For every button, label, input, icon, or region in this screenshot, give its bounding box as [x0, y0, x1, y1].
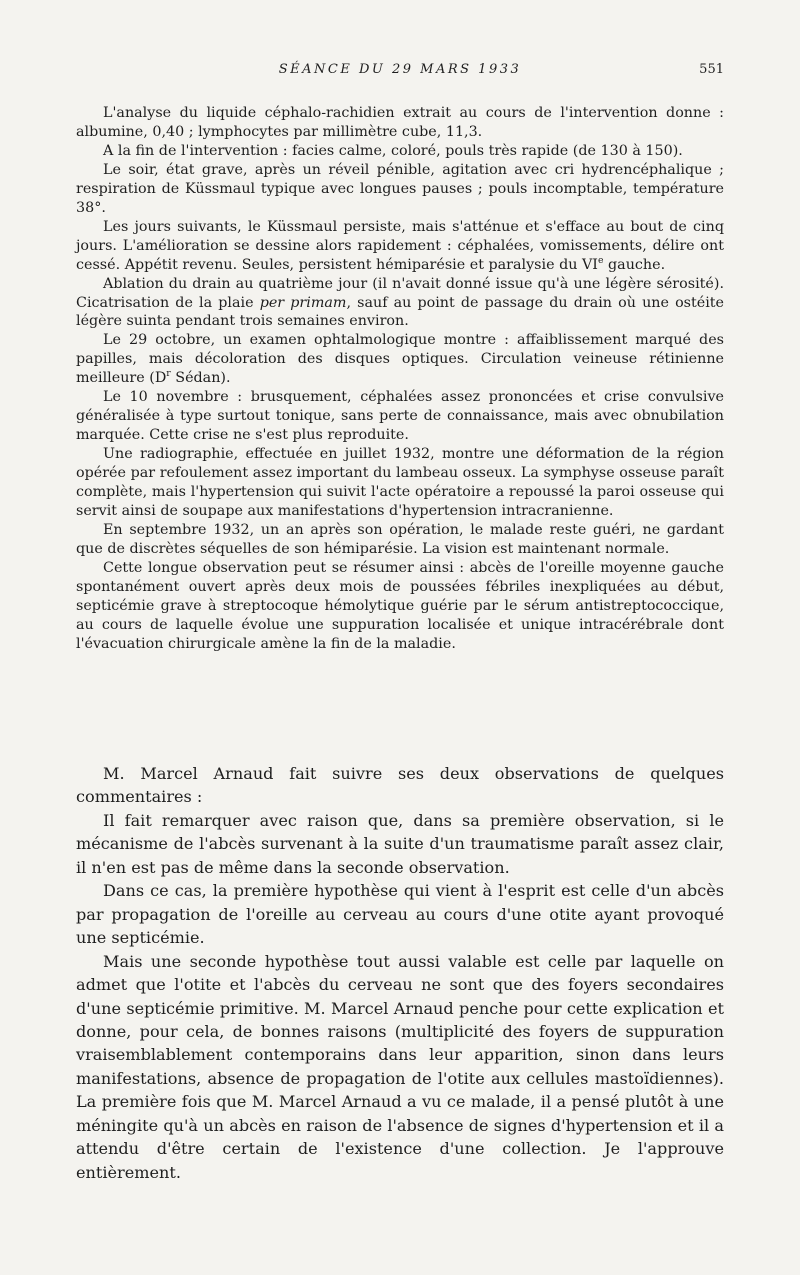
text-run: Le 29 octobre, un examen ophtalmologique montre : affaiblissement marqué des papilles, mais décoloration des disques optiques. Circulation veineuse rétinienne meilleure (D [76, 332, 724, 387]
paragraph: A la fin de l'intervention : facies calme, coloré, pouls très rapide (de 130 à 150). [103, 142, 683, 159]
italic-latin: per primam [259, 294, 347, 311]
paragraph [76, 218, 724, 275]
paragraph [76, 275, 724, 332]
paragraph: Le soir, état grave, après un réveil pénible, agitation avec cri hydrencéphalique ; respiration de Küssmaul typique avec longues pauses ; pouls incomptable, température 38°. [76, 161, 724, 216]
superscript: r [166, 368, 171, 380]
text-run: gauche. [603, 256, 666, 273]
text-run: Sédan). [170, 370, 231, 387]
text-run: , sauf au point de passage du drain où une ostéite légère suinta pendant trois semaines environ. [76, 294, 724, 330]
paragraph: Cette longue observation peut se résumer ainsi : abcès de l'oreille moyenne gauche spontanément ouvert après deux mois de poussées fébriles inexpliquées au début, septicémie grave à streptocoque hémolytique guérie par le sérum antistreptococcique, au cours de laquelle évolue une suppuration localisée et unique intracérébrale dont l'évacuation chirurgicale amène la fin de la maladie. [76, 559, 724, 652]
running-header [76, 62, 724, 82]
paragraph: L'analyse du liquide céphalo-rachidien extrait au cours de l'intervention donne : albumine, 0,40 ; lymphocytes par millimètre cube, 11,3. [76, 105, 724, 140]
page-number: 551 [699, 62, 724, 77]
paragraph: Il fait remarquer avec raison que, dans sa première observation, si le mécanisme de l'abcès survenant à la suite d'un traumatisme paraît assez clair, il n'en est pas de même dans la seconde observation. [76, 810, 724, 877]
commentary-text [76, 762, 724, 1184]
paragraph: Le 10 novembre : brusquement, céphalées assez prononcées et crise convulsive généralisée à type surtout tonique, sans perte de connaissance, mais avec obnubilation marquée. Cette crise ne s'est plus reproduite. [76, 389, 724, 444]
running-title: SÉANCE DU 29 MARS 1933 [278, 62, 522, 77]
paragraph: M. Marcel Arnaud fait suivre ses deux observations de quelques commentaires : [76, 764, 724, 807]
superscript: e [597, 254, 604, 266]
text-run: Les jours suivants, le Küssmaul persiste, mais s'atténue et s'efface au bout de cinq jours. L'amélioration se dessine alors rapidement : céphalées, vomissements, délire ont cessé. Appétit revenu. Seules, persistent hémiparésie et paralysie du VI [76, 218, 724, 273]
paragraph: En septembre 1932, un an après son opération, le malade reste guéri, ne gardant que de discrètes séquelles de son hémiparésie. La vision est maintenant normale. [76, 521, 724, 557]
paragraph: Mais une seconde hypothèse tout aussi valable est celle par laquelle on admet que l'otite et l'abcès du cerveau ne sont que des foyers secondaires d'une septicémie primitive. M. Marcel Arnaud penche pour cette explication et donne, pour cela, de bonnes raisons (multiplicité des foyers de suppuration vraisemblablement contemporains dans leur apparition, sinon dans leurs manifestations, absence de propagation de l'otite aux cellules mastoïdiennes). La première fois que M. Marcel Arnaud a vu ce malade, il a pensé plutôt à une méningite qu'à un abcès en raison de l'absence de signes d'hypertension et il a attendu d'être certain de l'existence d'une collection. Je l'approuve entièrement. [76, 951, 724, 1182]
paragraph [76, 331, 724, 388]
paragraph: Une radiographie, effectuée en juillet 1932, montre une déformation de la région opérée par refoulement assez important du lambeau osseux. La symphyse osseuse paraît complète, mais l'hypertension qui suivit l'acte opératoire a repoussé la paroi osseuse qui servit ainsi de soupape aux manifestations d'hypertension intracranienne. [76, 446, 724, 520]
paragraph: Dans ce cas, la première hypothèse qui vient à l'esprit est celle d'un abcès par propagation de l'oreille au cerveau au cours d'une otite ayant provoqué une septicémie. [76, 881, 724, 948]
text-run: Ablation du drain au quatrième jour (il n'avait donné issue qu'à une légère sérosité). Cicatrisation de la plaie [76, 275, 724, 311]
observation-text [76, 104, 724, 654]
